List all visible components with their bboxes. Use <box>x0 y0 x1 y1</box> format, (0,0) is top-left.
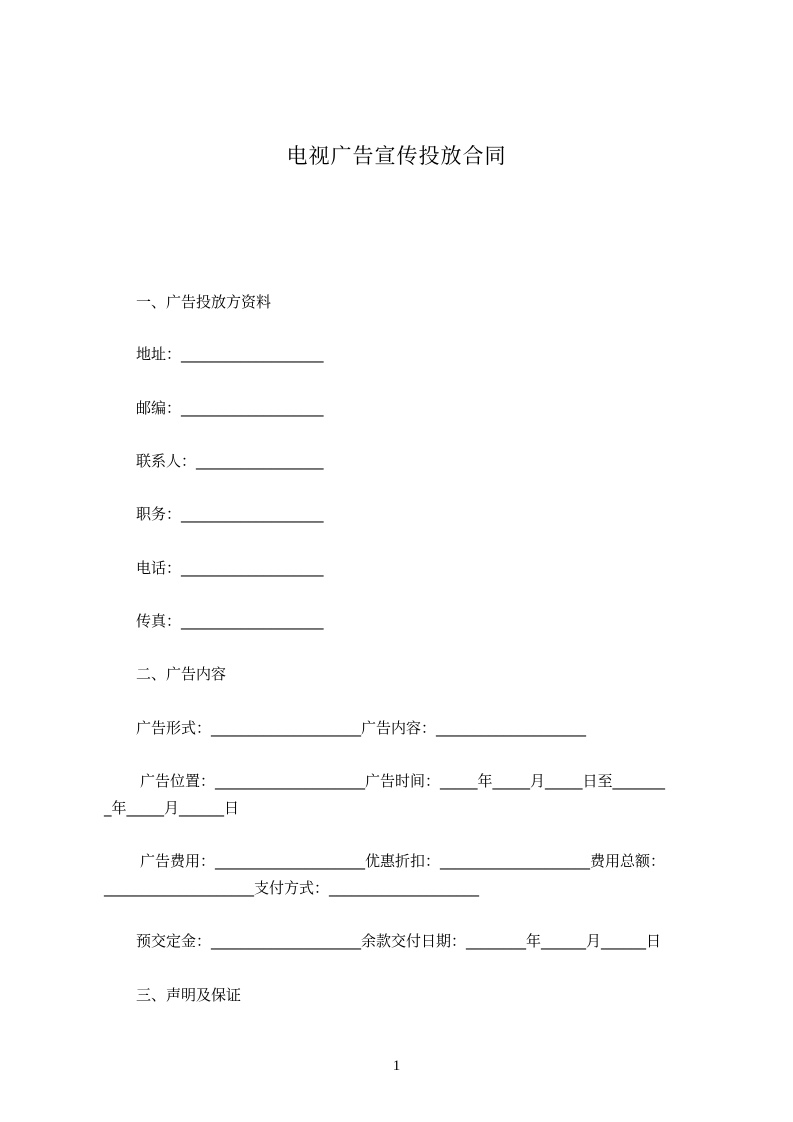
field-ad-fee-discount-total: 广告费用：____________________优惠折扣：____________________费用总额： <box>140 852 666 870</box>
field-postcode: 邮编：___________________ <box>136 399 324 417</box>
field-payment-method: ____________________支付方式：____________________ <box>104 879 480 897</box>
field-address: 地址：___________________ <box>136 345 324 363</box>
page-number: 1 <box>392 1058 401 1074</box>
field-ad-position-and-time: 广告位置：____________________广告时间：_____年_____月_____日至_______ <box>140 772 666 790</box>
section-heading-ad-content: 二、广告内容 <box>136 665 227 683</box>
section-heading-declarations: 三、声明及保证 <box>136 986 242 1004</box>
field-ad-time-continued: _年_____月______日 <box>104 799 240 817</box>
page-title: 电视广告宣传投放合同 <box>286 144 507 168</box>
field-position: 职务：___________________ <box>136 505 324 523</box>
field-contact-person: 联系人：_________________ <box>136 452 324 470</box>
field-ad-form-and-content: 广告形式：____________________广告内容：____________________ <box>136 719 587 737</box>
section-heading-party-info: 一、广告投放方资料 <box>136 293 272 311</box>
field-fax: 传真：___________________ <box>136 612 324 630</box>
field-phone: 电话：___________________ <box>136 559 324 577</box>
field-deposit-and-balance-date: 预交定金：____________________余款交付日期：________年______月______日 <box>136 932 662 950</box>
